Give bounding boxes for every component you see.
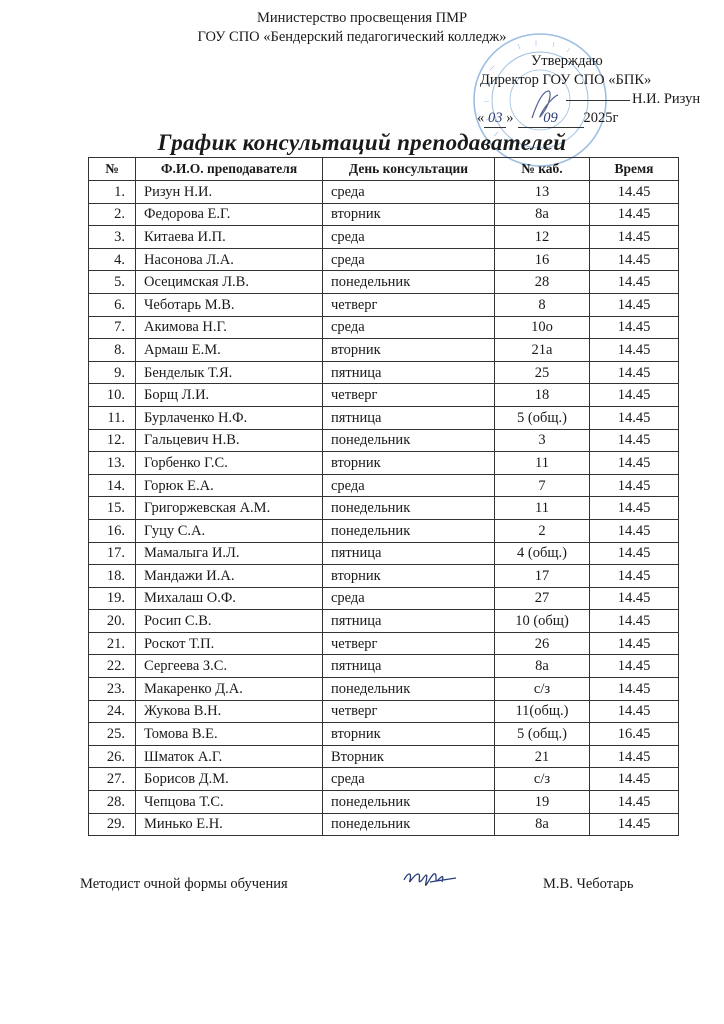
room-number: 17 [495, 565, 590, 588]
consultation-time: 14.45 [590, 678, 679, 701]
teacher-name: Чеботарь М.В. [136, 293, 323, 316]
row-number: 26. [89, 745, 136, 768]
consultation-time: 14.45 [590, 271, 679, 294]
methodist-signature-icon [400, 866, 460, 894]
consultation-time: 14.45 [590, 452, 679, 475]
consultation-day: вторник [323, 203, 495, 226]
table-row [89, 768, 679, 791]
teacher-name: Сергеева З.С. [136, 655, 323, 678]
consultation-time: 14.45 [590, 655, 679, 678]
table-row [89, 700, 679, 723]
room-number: 2 [495, 519, 590, 542]
consultation-time: 14.45 [590, 791, 679, 814]
row-number: 24. [89, 700, 136, 723]
consultation-time: 14.45 [590, 316, 679, 339]
consultation-time: 14.45 [590, 406, 679, 429]
consultation-time: 16.45 [590, 723, 679, 746]
table-row [89, 203, 679, 226]
consultation-day: понедельник [323, 678, 495, 701]
row-number: 25. [89, 723, 136, 746]
room-number: 26 [495, 632, 590, 655]
consultation-time: 14.45 [590, 565, 679, 588]
table-row [89, 361, 679, 384]
approval-day: 03 [484, 109, 506, 128]
room-number: 8 [495, 293, 590, 316]
consultation-time: 14.45 [590, 700, 679, 723]
consultation-day: четверг [323, 384, 495, 407]
room-number: 13 [495, 181, 590, 204]
consultation-day: среда [323, 181, 495, 204]
row-number: 9. [89, 361, 136, 384]
table-row [89, 339, 679, 362]
teacher-name: Михалаш О.Ф. [136, 587, 323, 610]
approval-year: 2025г [583, 110, 619, 126]
consultation-day: четверг [323, 293, 495, 316]
quote-open: « [477, 110, 485, 126]
approval-date [477, 109, 618, 128]
row-number: 7. [89, 316, 136, 339]
teacher-name: Китаева И.П. [136, 226, 323, 249]
column-header-room: № каб. [495, 158, 590, 181]
consultation-time: 14.45 [590, 519, 679, 542]
table-row [89, 678, 679, 701]
row-number: 27. [89, 768, 136, 791]
table-row [89, 632, 679, 655]
consultation-day: среда [323, 248, 495, 271]
teacher-name: Акимова Н.Г. [136, 316, 323, 339]
consultation-time: 14.45 [590, 768, 679, 791]
consultation-time: 14.45 [590, 384, 679, 407]
ministry-heading: Министерство просвещения ПМР [256, 10, 468, 26]
teacher-name: Мамалыга И.Л. [136, 542, 323, 565]
room-number: 25 [495, 361, 590, 384]
column-header-day: День консультации [323, 158, 495, 181]
table-row [89, 226, 679, 249]
footer-role: Методист очной формы обучения [80, 876, 288, 892]
room-number: 3 [495, 429, 590, 452]
consultation-day: среда [323, 474, 495, 497]
teacher-name: Шматок А.Г. [136, 745, 323, 768]
teacher-name: Осецимская Л.В. [136, 271, 323, 294]
room-number: 8а [495, 813, 590, 836]
consultation-time: 14.45 [590, 474, 679, 497]
table-row [89, 452, 679, 475]
room-number: с/з [495, 768, 590, 791]
row-number: 15. [89, 497, 136, 520]
consultation-day: вторник [323, 723, 495, 746]
teacher-name: Минько Е.Н. [136, 813, 323, 836]
consultation-time: 14.45 [590, 587, 679, 610]
room-number: 11 [495, 497, 590, 520]
room-number: 4 (общ.) [495, 542, 590, 565]
teacher-name: Армаш Е.М. [136, 339, 323, 362]
row-number: 10. [89, 384, 136, 407]
row-number: 22. [89, 655, 136, 678]
table-header-row [89, 158, 679, 181]
table-row [89, 587, 679, 610]
consultation-time: 14.45 [590, 429, 679, 452]
approver-position: Директор ГОУ СПО «БПК» [480, 72, 652, 88]
room-number: 12 [495, 226, 590, 249]
room-number: 5 (общ.) [495, 723, 590, 746]
row-number: 5. [89, 271, 136, 294]
table-row [89, 745, 679, 768]
room-number: 27 [495, 587, 590, 610]
teacher-name: Насонова Л.А. [136, 248, 323, 271]
column-header-number: № [89, 158, 136, 181]
consultation-day: пятница [323, 655, 495, 678]
room-number: 18 [495, 384, 590, 407]
table-row [89, 271, 679, 294]
row-number: 13. [89, 452, 136, 475]
signature-line [566, 100, 630, 101]
room-number: 10 (общ) [495, 610, 590, 633]
row-number: 8. [89, 339, 136, 362]
consultation-time: 14.45 [590, 542, 679, 565]
row-number: 14. [89, 474, 136, 497]
consultation-day: понедельник [323, 497, 495, 520]
consultation-day: понедельник [323, 429, 495, 452]
footer-name: М.В. Чеботарь [543, 876, 634, 892]
page-title: График консультаций преподавателей [157, 130, 567, 155]
teacher-name: Макаренко Д.А. [136, 678, 323, 701]
row-number: 12. [89, 429, 136, 452]
consultation-time: 14.45 [590, 813, 679, 836]
row-number: 17. [89, 542, 136, 565]
room-number: 21а [495, 339, 590, 362]
teacher-name: Жукова В.Н. [136, 700, 323, 723]
consultation-time: 14.45 [590, 181, 679, 204]
consultation-day: Вторник [323, 745, 495, 768]
teacher-name: Томова В.Е. [136, 723, 323, 746]
teacher-name: Бурлаченко Н.Ф. [136, 406, 323, 429]
row-number: 29. [89, 813, 136, 836]
teacher-name: Горбенко Г.С. [136, 452, 323, 475]
room-number: 8а [495, 203, 590, 226]
teacher-name: Борисов Д.М. [136, 768, 323, 791]
consultation-time: 14.45 [590, 203, 679, 226]
table-row [89, 542, 679, 565]
teacher-name: Гуцу С.А. [136, 519, 323, 542]
teacher-name: Григоржевская А.М. [136, 497, 323, 520]
consultation-table [88, 157, 679, 836]
teacher-name: Ризун Н.И. [136, 181, 323, 204]
consultation-day: среда [323, 226, 495, 249]
table-row [89, 248, 679, 271]
table-row [89, 791, 679, 814]
teacher-name: Чепцова Т.С. [136, 791, 323, 814]
teacher-name: Федорова Е.Г. [136, 203, 323, 226]
row-number: 4. [89, 248, 136, 271]
approval-month: 09 [518, 109, 584, 128]
consultation-time: 14.45 [590, 293, 679, 316]
teacher-name: Бенделык Т.Я. [136, 361, 323, 384]
room-number: 7 [495, 474, 590, 497]
room-number: 11(общ.) [495, 700, 590, 723]
consultation-day: пятница [323, 406, 495, 429]
table-row [89, 519, 679, 542]
table-row [89, 655, 679, 678]
consultation-day: среда [323, 768, 495, 791]
table-row [89, 610, 679, 633]
room-number: 5 (общ.) [495, 406, 590, 429]
consultation-time: 14.45 [590, 361, 679, 384]
consultation-time: 14.45 [590, 610, 679, 633]
consultation-day: четверг [323, 700, 495, 723]
row-number: 3. [89, 226, 136, 249]
table-row [89, 384, 679, 407]
teacher-name: Гальцевич Н.В. [136, 429, 323, 452]
consultation-day: среда [323, 316, 495, 339]
consultation-day: вторник [323, 452, 495, 475]
consultation-time: 14.45 [590, 226, 679, 249]
teacher-name: Роскот Т.П. [136, 632, 323, 655]
consultation-day: среда [323, 587, 495, 610]
consultation-time: 14.45 [590, 248, 679, 271]
table-row [89, 497, 679, 520]
room-number: 28 [495, 271, 590, 294]
row-number: 21. [89, 632, 136, 655]
room-number: 21 [495, 745, 590, 768]
consultation-day: понедельник [323, 813, 495, 836]
row-number: 18. [89, 565, 136, 588]
approve-label: Утверждаю [531, 53, 603, 69]
teacher-name: Борщ Л.И. [136, 384, 323, 407]
table-row [89, 723, 679, 746]
room-number: 19 [495, 791, 590, 814]
column-header-time: Время [590, 158, 679, 181]
row-number: 2. [89, 203, 136, 226]
college-heading: ГОУ СПО «Бендерский педагогический колледж» [197, 29, 507, 45]
approver-name: Н.И. Ризун [632, 91, 701, 107]
row-number: 23. [89, 678, 136, 701]
consultation-day: пятница [323, 361, 495, 384]
row-number: 6. [89, 293, 136, 316]
row-number: 20. [89, 610, 136, 633]
row-number: 16. [89, 519, 136, 542]
quote-close: » [506, 110, 514, 126]
row-number: 11. [89, 406, 136, 429]
teacher-name: Горюк Е.А. [136, 474, 323, 497]
consultation-day: вторник [323, 339, 495, 362]
consultation-day: четверг [323, 632, 495, 655]
consultation-day: понедельник [323, 519, 495, 542]
approver-signature-line [566, 90, 700, 108]
consultation-time: 14.45 [590, 632, 679, 655]
room-number: 8а [495, 655, 590, 678]
table-row [89, 316, 679, 339]
consultation-day: пятница [323, 542, 495, 565]
room-number: с/з [495, 678, 590, 701]
consultation-day: вторник [323, 565, 495, 588]
consultation-day: понедельник [323, 271, 495, 294]
table-row [89, 406, 679, 429]
consultation-day: понедельник [323, 791, 495, 814]
row-number: 1. [89, 181, 136, 204]
row-number: 28. [89, 791, 136, 814]
row-number: 19. [89, 587, 136, 610]
consultation-time: 14.45 [590, 339, 679, 362]
column-header-name: Ф.И.О. преподавателя [136, 158, 323, 181]
room-number: 11 [495, 452, 590, 475]
table-row [89, 293, 679, 316]
table-row [89, 429, 679, 452]
table-row [89, 474, 679, 497]
table-row [89, 565, 679, 588]
consultation-day: пятница [323, 610, 495, 633]
teacher-name: Росип С.В. [136, 610, 323, 633]
teacher-name: Мандажи И.А. [136, 565, 323, 588]
table-row [89, 813, 679, 836]
consultation-time: 14.45 [590, 745, 679, 768]
room-number: 16 [495, 248, 590, 271]
table-row [89, 181, 679, 204]
consultation-time: 14.45 [590, 497, 679, 520]
room-number: 10о [495, 316, 590, 339]
